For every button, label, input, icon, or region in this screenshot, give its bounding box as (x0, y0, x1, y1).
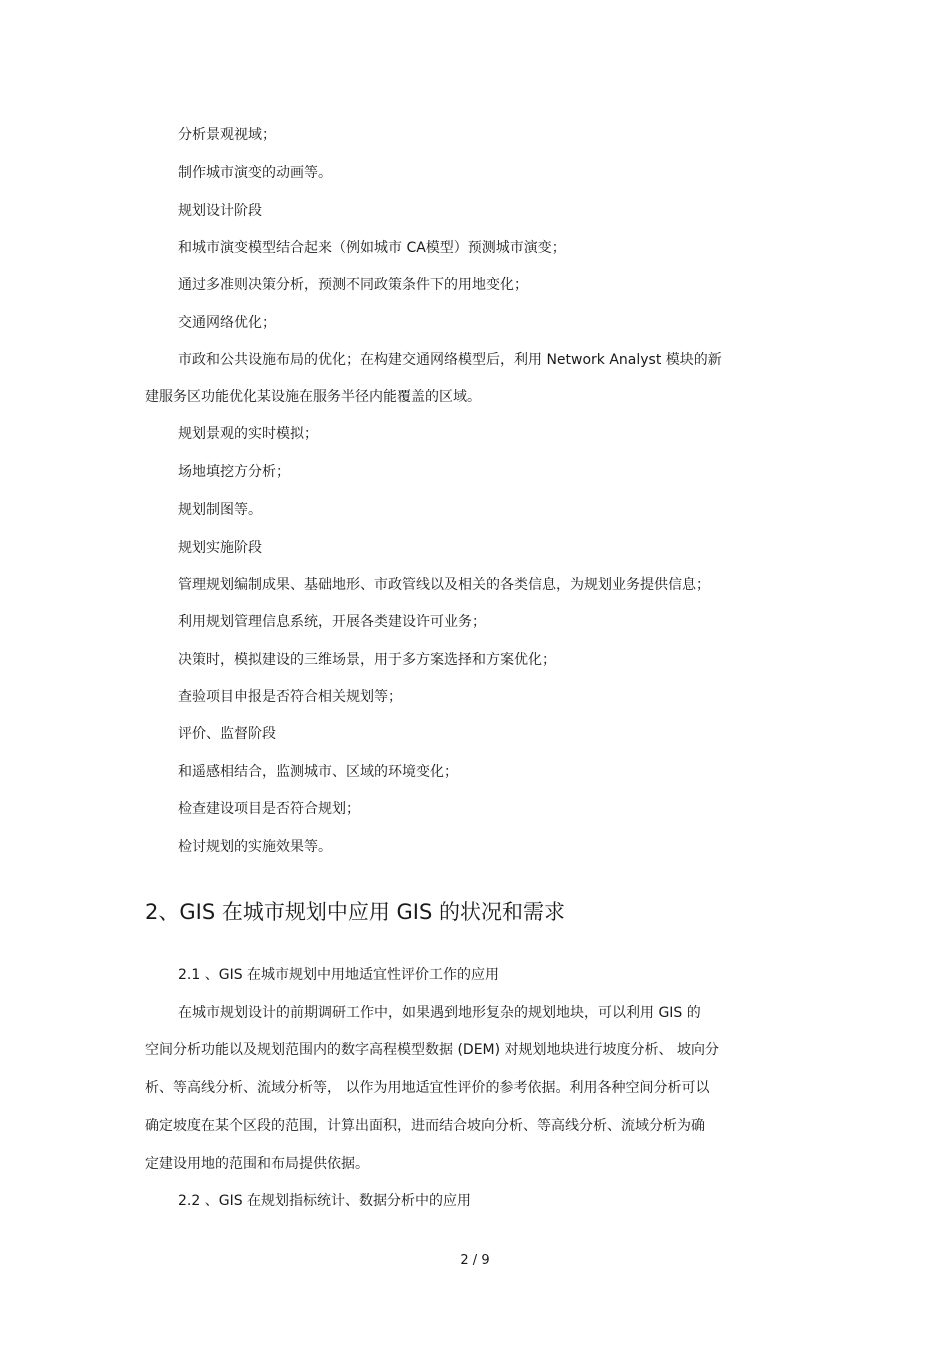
stage-label: 规划设计阶段 (178, 203, 262, 219)
subsection-heading: 2.2 、GIS 在规划指标统计、数据分析中的应用 (178, 1193, 472, 1209)
text-line: 交通网络优化； (178, 315, 276, 331)
paragraph-line: 析、等高线分析、流域分析等， 以作为用地适宜性评价的参考依据。利用各种空间分析可以 (145, 1080, 710, 1096)
section-heading: 2、GIS 在城市规划中应用 GIS 的状况和需求 (145, 900, 565, 924)
stage-label: 规划实施阶段 (178, 540, 262, 556)
text-line: 规划制图等。 (178, 502, 262, 518)
text-line: 场地填挖方分析； (178, 464, 290, 480)
text-line: 建服务区功能优化某设施在服务半径内能覆盖的区域。 (145, 389, 481, 405)
text-line: 分析景观视域； (178, 127, 276, 143)
text-line: 和遥感相结合，监测城市、区域的环境变化； (178, 764, 458, 780)
paragraph-line: 确定坡度在某个区段的范围，计算出面积，进而结合坡向分析、等高线分析、流域分析为确 (145, 1118, 705, 1134)
text-line: 制作城市演变的动画等。 (178, 165, 332, 181)
text-line: 管理规划编制成果、基础地形、市政管线以及相关的各类信息，为规划业务提供信息； (178, 577, 710, 593)
text-line: 市政和公共设施布局的优化；在构建交通网络模型后，利用 Network Analyst 模块的新 (178, 352, 722, 368)
text-line: 决策时，模拟建设的三维场景，用于多方案选择和方案优化； (178, 652, 556, 668)
text-line: 查验项目申报是否符合相关规划等； (178, 689, 402, 705)
paragraph-line: 空间分析功能以及规划范围内的数字高程模型数据 (DEM) 对规划地块进行坡度分析、 坡向分 (145, 1042, 719, 1058)
stage-label: 评价、监督阶段 (178, 726, 276, 742)
text-line: 通过多准则决策分析，预测不同政策条件下的用地变化； (178, 277, 528, 293)
text-line: 利用规划管理信息系统，开展各类建设许可业务； (178, 614, 486, 630)
paragraph-line: 定建设用地的范围和布局提供依据。 (145, 1156, 369, 1172)
text-line: 规划景观的实时模拟； (178, 426, 318, 442)
page-number: 2 / 9 (460, 1253, 490, 1268)
subsection-heading: 2.1 、GIS 在城市规划中用地适宜性评价工作的应用 (178, 967, 500, 983)
text-line: 和城市演变模型结合起来（例如城市 CA模型）预测城市演变； (178, 240, 566, 256)
paragraph-line: 在城市规划设计的前期调研工作中，如果遇到地形复杂的规划地块，可以利用 GIS 的 (178, 1005, 701, 1021)
text-line: 检查建设项目是否符合规划； (178, 801, 360, 817)
text-line: 检讨规划的实施效果等。 (178, 839, 332, 855)
